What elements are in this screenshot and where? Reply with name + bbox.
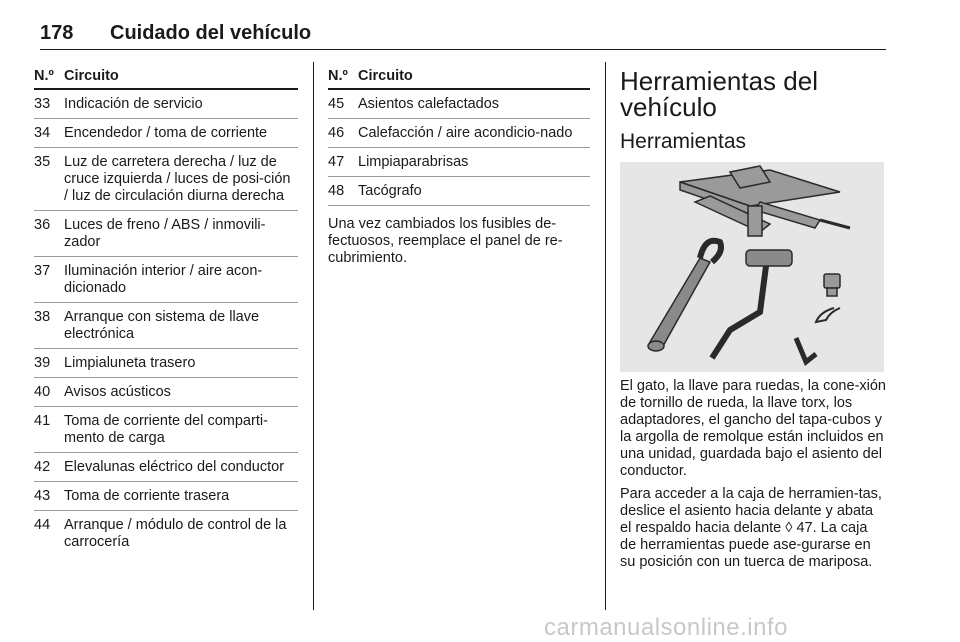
fuse-number: 37 [34, 263, 51, 279]
circuit-name: Asientos calefactados [358, 96, 500, 112]
fuse-number: 45 [328, 96, 345, 112]
fuse-number: 38 [34, 309, 51, 325]
fuse-table-right [328, 62, 590, 273]
fuse-number: 48 [328, 183, 345, 199]
table-row [328, 90, 590, 119]
table-row [34, 482, 298, 511]
page-number: 178 [40, 22, 74, 44]
circuit-name: Indicación de servicio [64, 96, 203, 112]
watermark: carmanualsonline.info [544, 614, 788, 641]
page-title: Cuidado del vehículo [110, 22, 312, 44]
fuse-number: 41 [34, 413, 51, 429]
section-subtitle: Herramientas [620, 130, 747, 153]
table-row [328, 119, 590, 148]
fuse-table-left [34, 62, 298, 556]
circuit-name: Tacógrafo [358, 183, 422, 199]
circuit-name: Arranque / módulo de control de la carrocería [64, 517, 287, 550]
table-header [34, 62, 298, 90]
circuit-name: Avisos acústicos [64, 384, 171, 400]
circuit-name: Arranque con sistema de llave electrónica [64, 309, 260, 342]
table-row [34, 378, 298, 407]
table-row [34, 211, 298, 257]
table-row [34, 119, 298, 148]
fuse-number: 47 [328, 154, 345, 170]
circuit-name: Iluminación interior / aire acon-dicionado [64, 263, 263, 296]
table-row [34, 349, 298, 378]
fuse-number: 46 [328, 125, 345, 141]
bolt-icon [824, 274, 840, 296]
circuit-name: Calefacción / aire acondicio-nado [358, 125, 573, 141]
column-header-circuit: Circuito [358, 68, 413, 84]
table-header [328, 62, 590, 90]
tools-illustration [620, 162, 884, 372]
tools-paragraph-2: Para acceder a la caja de herramien-tas, deslice el asiento hacia delante y abata el respaldo hacia delante ◊ 47. La caja de herramientas puede ase-gurarse en su posición con un tuerca de mariposa. [620, 486, 882, 570]
fuse-number: 35 [34, 154, 51, 170]
column-header-circuit: Circuito [64, 68, 119, 84]
circuit-name: Luces de freno / ABS / inmovili-zador [64, 217, 266, 250]
fuse-note: Una vez cambiados los fusibles de-fectuosos, reemplace el panel de re-cubrimiento. [328, 216, 563, 266]
circuit-name: Elevalunas eléctrico del conductor [64, 459, 285, 475]
circuit-name: Limpiaparabrisas [358, 154, 469, 170]
circuit-name: Encendedor / toma de corriente [64, 125, 268, 141]
fuse-number: 36 [34, 217, 51, 233]
tools-paragraph-1: El gato, la llave para ruedas, la cone-xión de tornillo de rueda, la llave torx, los adaptadores, el gancho del tapa-cubos y la argolla de remolque están incluidos en una unidad, guardada bajo el asiento del conductor. [620, 378, 886, 479]
fuse-number: 33 [34, 96, 51, 112]
table-row [34, 90, 298, 119]
table-row [34, 148, 298, 211]
table-row [328, 148, 590, 177]
fuse-number: 39 [34, 355, 51, 371]
circuit-name: Limpialuneta trasero [64, 355, 196, 371]
fuse-number: 40 [34, 384, 51, 400]
fuse-number: 43 [34, 488, 51, 504]
table-row [328, 177, 590, 205]
circuit-name: Toma de corriente del comparti-mento de carga [64, 413, 268, 446]
column-divider [313, 62, 314, 610]
table-row [34, 511, 298, 556]
section-title: Herramientas del vehículo [620, 66, 818, 122]
circuit-name: Luz de carretera derecha / luz de cruce izquierda / luces de posi-ción / luz de circulación diurna derecha [64, 154, 291, 204]
fuse-number: 42 [34, 459, 51, 475]
table-row [34, 407, 298, 453]
circuit-name: Toma de corriente trasera [64, 488, 230, 504]
fuse-number: 34 [34, 125, 51, 141]
column-divider [605, 62, 606, 610]
fuse-number: 44 [34, 517, 51, 533]
table-row [34, 303, 298, 349]
table-row [34, 453, 298, 482]
column-header-number: N.º [328, 68, 348, 84]
table-row [34, 257, 298, 303]
tools-section [620, 62, 886, 577]
page-header [40, 12, 886, 50]
column-header-number: N.º [34, 68, 54, 84]
